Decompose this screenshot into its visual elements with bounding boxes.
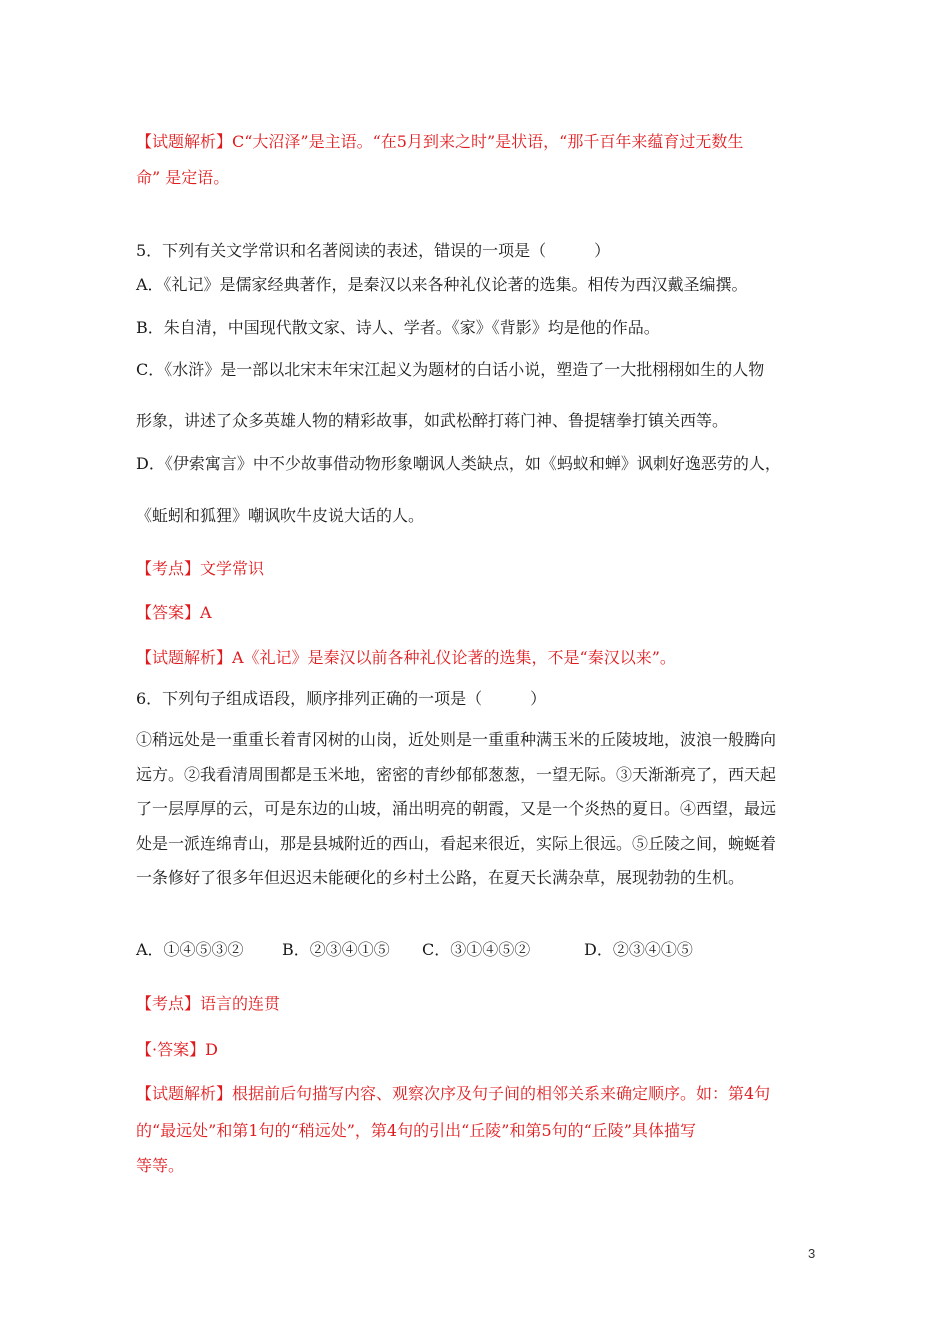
question-6-kaodian: 【考点】语言的连贯	[136, 994, 281, 1013]
question-6-stem: 6．下列句子组成语段，顺序排列正确的一项是（ ）	[136, 689, 547, 708]
question-5-option-d: D．《伊索寓言》中不少故事借动物形象嘲讽人类缺点，如《蚂蚁和蝉》讽刺好逸恶劳的人，	[136, 454, 781, 473]
question-5-option-d-cont: 《蚯蚓和狐狸》嘲讽吹牛皮说大话的人。	[136, 506, 425, 525]
question-5-answer: 【答案】A	[136, 603, 212, 622]
question-6-analysis: 【试题解析】根据前后句描写内容、观察次序及句子间的相邻关系来确定顺序。如：第4句	[136, 1084, 771, 1103]
question-6-answer: 【·答案】D	[136, 1040, 218, 1059]
question-6-option-d: D．②③④①⑤	[584, 940, 693, 959]
question-5-kaodian: 【考点】文学常识	[136, 559, 265, 578]
question-6-options	[136, 939, 826, 961]
question-6-option-a: A．①④⑤③②	[136, 940, 244, 959]
page-number: 3	[808, 1246, 816, 1261]
analysis-line: 【试题解析】C“大沼泽”是主语。“在5月到来之时”是状语，“那千百年来蕴育过无数生	[136, 132, 744, 151]
question-5-analysis: 【试题解析】A《礼记》是秦汉以前各种礼仪论著的选集，不是“秦汉以来”。	[136, 648, 676, 667]
question-5-stem: 5．下列有关文学常识和名著阅读的表述，错误的一项是（ ）	[136, 241, 611, 260]
question-5-option-c: C．《水浒》是一部以北宋末年宋江起义为题材的白话小说，塑造了一大批栩栩如生的人物	[136, 360, 765, 379]
question-5-option-b: B．朱自清，中国现代散文家、诗人、学者。《家》《背影》均是他的作品。	[136, 318, 660, 337]
question-6-option-b: B．②③④①⑤	[282, 940, 390, 959]
question-6-analysis-cont: 等等。	[136, 1156, 185, 1175]
question-6-paragraph-line: 一条修好了很多年但迟迟未能硬化的乡村土公路，在夏天长满杂草，展现勃勃的生机。	[136, 868, 745, 887]
question-6-paragraph-line: 处是一派连绵青山，那是县城附近的西山，看起来很近，实际上很远。⑤丘陵之间，蜿蜒着	[136, 834, 777, 853]
question-6-option-c: C．③①④⑤②	[422, 940, 531, 959]
question-6-paragraph-line: 远方。②我看清周围都是玉米地，密密的青纱郁郁葱葱，一望无际。③天渐渐亮了，西天起	[136, 765, 777, 784]
question-6-paragraph-line: 了一层厚厚的云，可是东边的山坡，涌出明亮的朝霞，又是一个炎热的夏日。④西望，最远	[136, 799, 777, 818]
analysis-line: 命” 是定语。	[136, 168, 230, 187]
question-5-option-a: A．《礼记》是儒家经典著作，是秦汉以来各种礼仪论著的选集。相传为西汉戴圣编撰。	[136, 275, 748, 294]
question-5-option-c-cont: 形象，讲述了众多英雄人物的精彩故事，如武松醉打蒋门神、鲁提辖拳打镇关西等。	[136, 411, 729, 430]
question-6-analysis-cont: 的“最远处”和第1句的“稍远处”，第4句的引出“丘陵”和第5句的“丘陵”具体描写	[136, 1121, 696, 1140]
question-6-paragraph-line: ①稍远处是一重重长着青冈树的山岗，近处则是一重重种满玉米的丘陵坡地，波浪一般腾向	[136, 730, 777, 749]
